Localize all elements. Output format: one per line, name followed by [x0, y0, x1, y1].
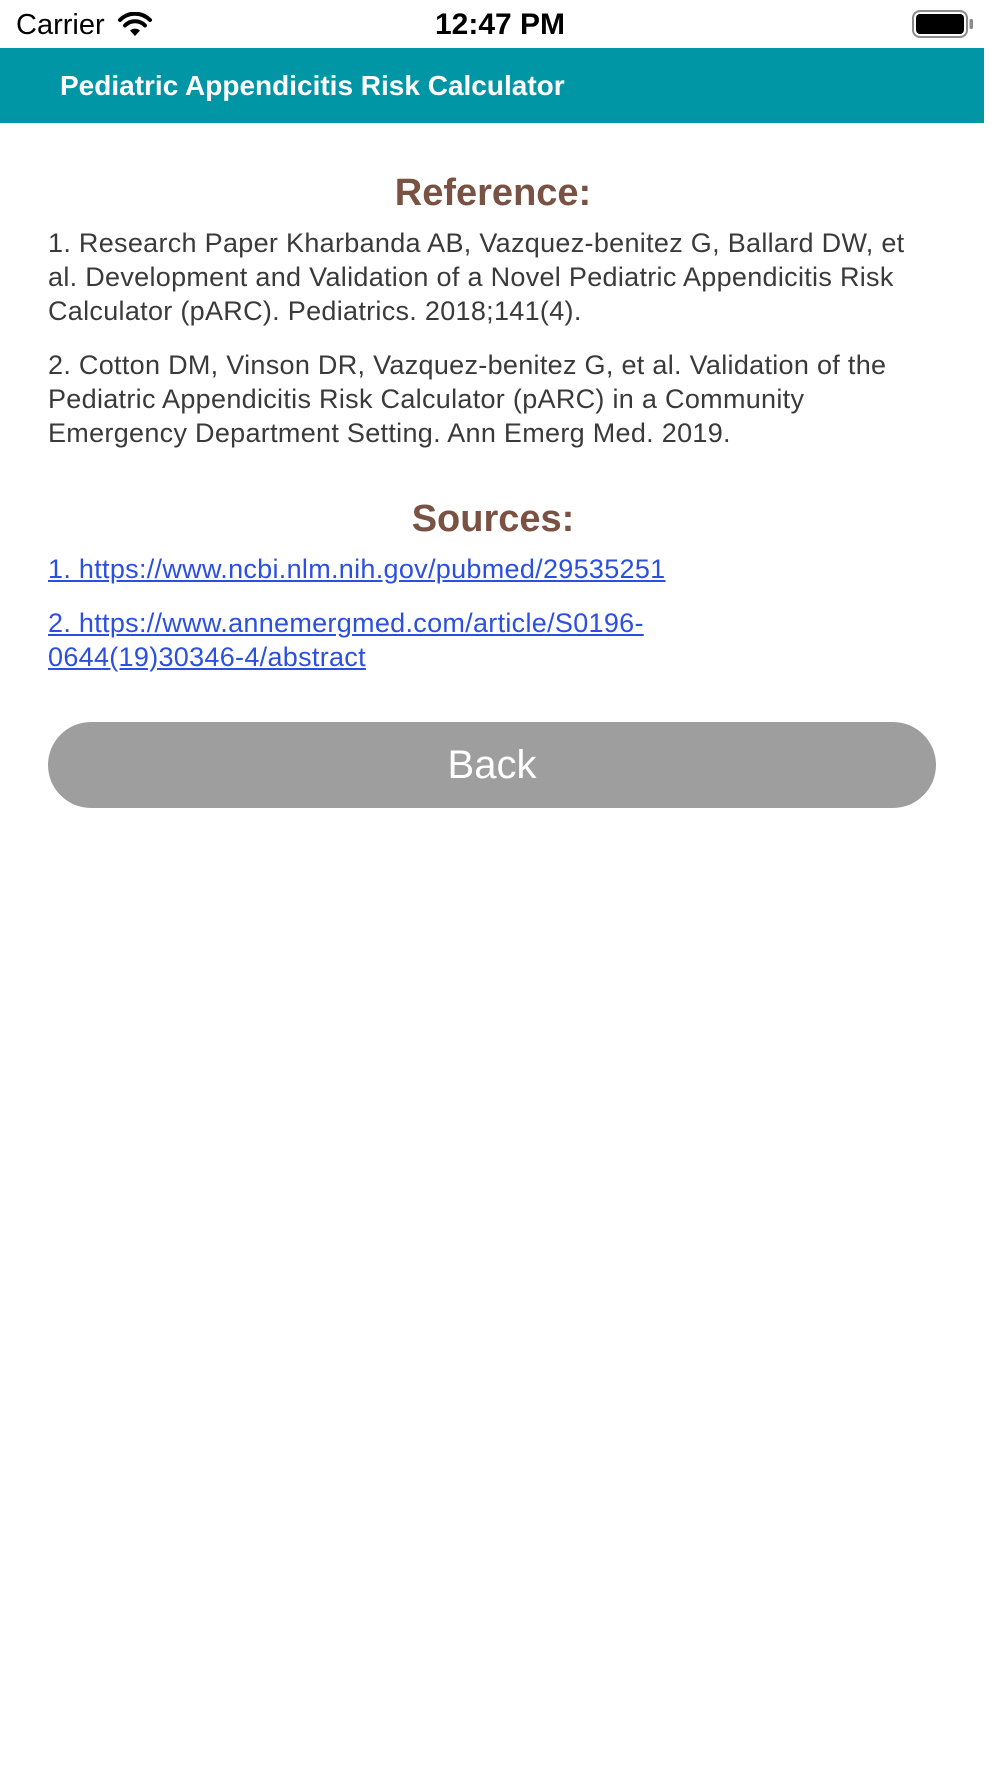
- reference-item-2: 2. Cotton DM, Vinson DR, Vazquez-benitez G, et al. Validation of the Pediatric Appendicitis Risk Calculator (pARC) in a Community Emergency Department Setting. Ann Emerg Med. 2019.: [48, 350, 887, 448]
- battery-icon: [912, 10, 974, 38]
- status-bar: [0, 0, 1000, 48]
- sources-heading: Sources:: [411, 498, 575, 540]
- source-link-2[interactable]: 2. https://www.annemergmed.com/article/S0196-0644(19)30346-4/abstract: [48, 608, 644, 672]
- content-area: [48, 170, 938, 674]
- source-link-1[interactable]: 1. https://www.ncbi.nlm.nih.gov/pubmed/29535251: [48, 554, 666, 584]
- clock: 12:47 PM: [434, 8, 566, 41]
- page-title: Pediatric Appendicitis Risk Calculator: [60, 70, 565, 101]
- back-button[interactable]: Back: [48, 722, 936, 808]
- reference-heading: Reference:: [394, 172, 592, 214]
- carrier-label: Carrier: [16, 9, 105, 41]
- reference-item-1: 1. Research Paper Kharbanda AB, Vazquez-benitez G, Ballard DW, et al. Development and Validation of a Novel Pediatric Appendicitis Risk Calculator (pARC). Pediatrics. 2018;141(4).: [48, 228, 905, 326]
- app-header: [0, 48, 984, 123]
